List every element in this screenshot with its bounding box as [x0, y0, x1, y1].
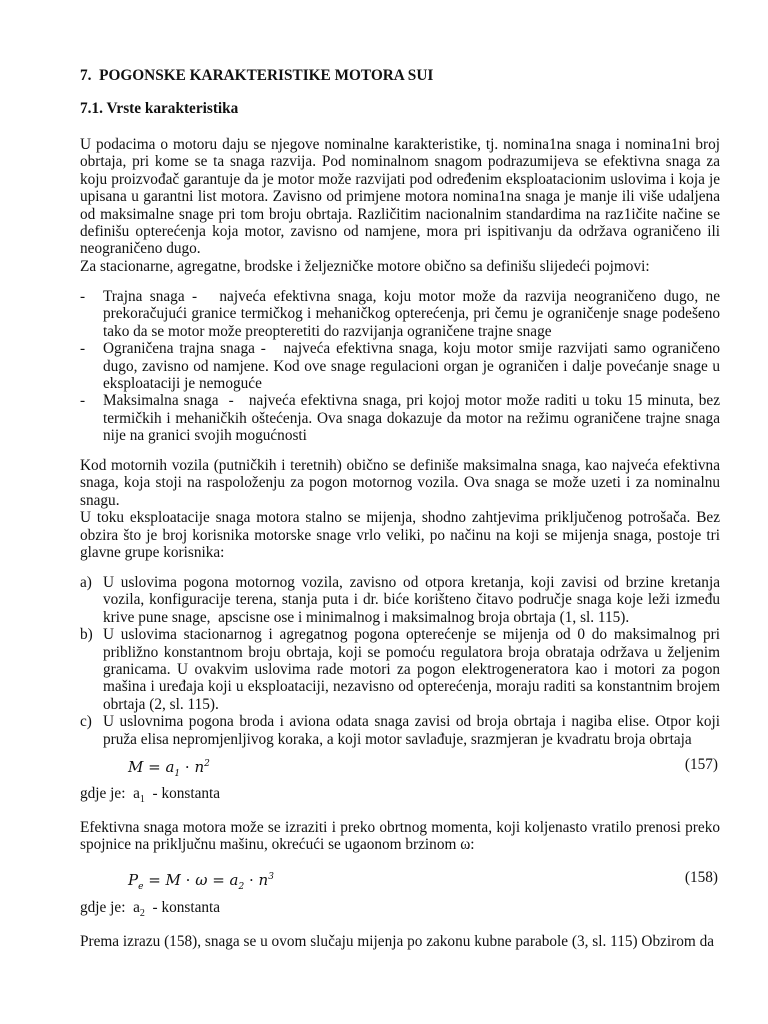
paragraph-text: Efektivna snaga motora može se izraziti i preko obrtnog momenta, koji koljenasto vratilo prenosi preko spojnice na priključnu mašinu, okrećući se ugaonom brzinom ω:	[80, 819, 720, 854]
list-item-text: U uslovima pogona motornog vozila, zavisno od otpora kretanja, koji zavisi od brzine kretanja vozila, konfiguracije terena, stanja puta i dr. biće korišteno čitavo područje snaga koje leži između krive pune snage, apscisne ose i minimalnog i maksimalnog broja obrtaja (1, sl. 115).	[103, 574, 720, 626]
paragraph-effective-power	[80, 819, 720, 854]
equation-formula	[128, 756, 210, 783]
list-marker: -	[80, 392, 86, 410]
paragraph-cubic-parabola	[80, 933, 720, 950]
eq-exponent: 3	[268, 872, 274, 882]
equation-number: (158)	[684, 869, 718, 886]
list-marker: b)	[80, 626, 93, 644]
eq-symbol: a	[165, 758, 175, 776]
list-item-text: Trajna snaga - najveća efektivna snaga, koju motor može da razvija neograničeno dugo, ne prekoračujući granice termičkog i mehaničkog opterećenja, pri čemu je ograničenje snage podešeno tako da se motor može preopteretiti do razvijanja ograničene trajne snage	[103, 288, 720, 340]
abc-list	[80, 574, 720, 748]
paragraph-text: U podacima o motoru daju se njegove nominalne karakteristike, tj. nomina1na snaga i nomina1ni broj obrtaja, pri kome se ta snaga razvija. Pod nominalnom snagom podrazumijeva se efektivna snaga za koju proizvođač garantuje da je motor može razvijati pod određenim eksploatacionim uslovima i koja je upisana u garantni list motora. Zavisno od primjene motora nomina1na snaga je manje ili više udaljena od maksimalne snage pri tom broju obrtaja. Različitim nacionalnim standardima na raz1ičite načine se definišu opterećenja koja motor, zavisno od namjene, mora pri ispitivanju da održava ograničeno ili neograničeno dugo.	[80, 136, 720, 258]
definition-text: - konstanta	[144, 899, 221, 916]
definition-text: gdje je: a	[80, 899, 140, 916]
definition-subscript: 2	[139, 908, 145, 920]
eq-operator: ·	[180, 871, 196, 889]
eq-operator: =	[207, 871, 230, 889]
eq-symbol: M	[128, 758, 144, 776]
equation-157	[80, 756, 720, 778]
list-marker: a)	[80, 574, 92, 591]
eq-symbol: n	[194, 758, 205, 776]
list-item	[80, 626, 720, 713]
equation-number: (157)	[684, 756, 718, 773]
list-item-text: U uslovima stacionarnog i agregatnog pogona opterećenje se mijenja od 0 do maksimalnog pri približno konstantnom broju obrtaja, koji se pomoću regulatora broja obrataja održava u željenim granicama. U ovakvim uslovima rade motori za pogon elektrogeneratora kao i motori za pogon mašina i uređaja koji u eksploataciji, nezavisno od opterećenja, moraju raditi sa konstantnim brojem obrtaja (2, sl. 115).	[103, 626, 720, 713]
eq-operator: =	[143, 758, 166, 776]
eq-symbol: a	[229, 871, 239, 889]
paragraph-text: Kod motornih vozila (putničkih i teretnih) obično se definiše maksimalna snaga, kao najveća efektivna snaga, koja stoji na raspoloženju za pogon motornog vozila. Ova snaga se može uzeti i za nominalnu snagu.	[80, 457, 720, 509]
eq-exponent: 2	[204, 759, 210, 769]
list-item	[80, 288, 720, 340]
list-item	[80, 713, 720, 748]
list-marker: -	[80, 288, 86, 305]
list-item-text: Ograničena trajna snaga - najveća efektivna snaga, koju motor smije razvijati samo ograničeno dugo, zavisno od namjene. Kod ove snage regulacioni organ je ograničen i dalje povećanje snage u eksploataciji je nemoguće	[103, 340, 720, 393]
eq-operator: ·	[180, 758, 195, 776]
list-marker: c)	[80, 713, 92, 731]
paragraph-text: Za stacionarne, agregatne, brodske i željezničke motore obično sa definišu slijedeći pojmovi:	[80, 257, 650, 275]
eq-symbol: P	[128, 871, 139, 889]
definition-text: - konstanta	[144, 785, 221, 802]
list-item	[80, 340, 720, 392]
paragraph-text: Prema izrazu (158), snaga se u ovom slučaju mijenja po zakonu kubne parabole (3, sl. 115) Obzirom da	[80, 933, 715, 950]
list-item-text: Maksimalna snaga - najveća efektivna snaga, pri kojoj motor može raditi u toku 15 minuta, bez termičkih i mehaničkih oštećenja. Ova snaga dokazuje da motor na režimu ograničene trajne snaga nije na granici svojih mogućnosti	[103, 392, 720, 445]
definition-text: gdje je: a	[80, 785, 140, 802]
eq-subscript: e	[138, 882, 144, 892]
equation-formula	[128, 869, 274, 896]
list-item	[80, 392, 720, 444]
list-item-text: U uslovnima pogona broda i aviona odata snaga zavisi od broja obrtaja i nagiba elise. Otpor koji pruža elisa nepromjenljivog koraka, a koji motor savlađuje, srazmjeran je kvadratu broja obrtaja	[103, 713, 720, 748]
list-item	[80, 574, 720, 626]
eq-subscript: 2	[238, 882, 245, 892]
eq-symbol: M	[165, 871, 181, 889]
subsection-title: 7.1. Vrste karakteristika	[80, 100, 239, 117]
definition-a2	[80, 899, 720, 922]
paragraph-nominal-characteristics	[80, 136, 720, 275]
section-title: 7. POGONSKE KARAKTERISTIKE MOTORA SUI	[80, 67, 434, 84]
list-marker: -	[80, 340, 86, 358]
eq-symbol: n	[258, 871, 269, 889]
eq-subscript: 1	[174, 769, 181, 779]
paragraph-vehicles	[80, 457, 720, 561]
equation-158	[80, 869, 720, 891]
eq-operator: ·	[244, 871, 259, 889]
eq-symbol: ω	[195, 871, 208, 889]
definition-a1	[80, 785, 720, 808]
eq-operator: =	[143, 871, 166, 889]
paragraph-text: U toku eksploatacije snaga motora stalno se mijenja, shodno zahtjevima priključenog potrošača. Bez obzira što je broj korisnika motorske snage vrlo veliki, po načinu na koji se mijenja snaga, postoje tri glavne grupe korisnika:	[80, 509, 720, 562]
dash-list	[80, 288, 720, 445]
definition-subscript: 1	[139, 794, 145, 806]
